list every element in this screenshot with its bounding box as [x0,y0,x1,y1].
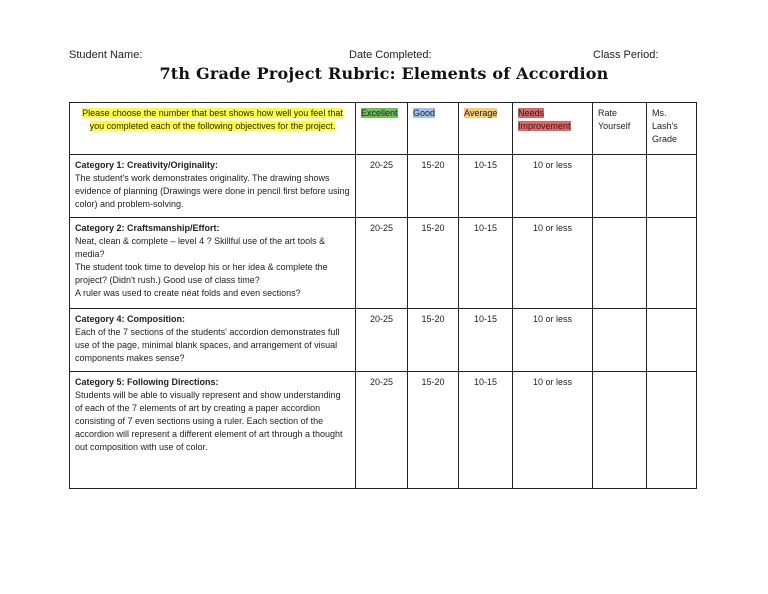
table-row [70,372,697,489]
instructions-text: Please choose the number that best shows how well you feel that you completed each of the following objectives for the project. [82,108,343,131]
score-needs-improvement: 10 or less [513,372,593,489]
category-title: Category 2: Craftsmanship/Effort: [75,223,220,233]
score-good: 15-20 [408,218,459,309]
table-row [70,309,697,372]
score-average: 10-15 [459,218,513,309]
teacher-grade-cell[interactable] [647,372,697,489]
class-period-label: Class Period: [593,49,659,61]
category-description: The student took time to develop his or her idea & complete the project? (Didn't rush.) Good use of class time? [75,262,328,285]
date-completed-label: Date Completed: [349,49,432,61]
student-name-label: Student Name: [69,49,143,61]
score-average: 10-15 [459,372,513,489]
rate-yourself-cell[interactable] [593,155,647,218]
column-header-average: Average [459,103,513,155]
score-excellent: 20-25 [356,372,408,489]
rate-yourself-cell[interactable] [593,218,647,309]
rubric-table [69,102,697,489]
score-excellent: 20-25 [356,155,408,218]
column-header-teacher-grade: Ms. Lash's Grade [647,103,697,155]
score-good: 15-20 [408,372,459,489]
score-good: 15-20 [408,155,459,218]
score-needs-improvement: 10 or less [513,155,593,218]
score-excellent: 20-25 [356,309,408,372]
column-header-good: Good [408,103,459,155]
category-cell [70,372,356,489]
category-title: Category 1: Creativity/Originality: [75,160,219,170]
column-header-rate-yourself: Rate Yourself [593,103,647,155]
category-description: Neat, clean & complete – level 4 ? Skillful use of the art tools & media? [75,236,326,259]
category-cell [70,218,356,309]
category-description: Each of the 7 sections of the students' accordion demonstrates full use of the page, minimal blank spaces, and arrangement of visual components makes sense? [75,327,340,363]
column-header-excellent: Excellent [356,103,408,155]
score-needs-improvement: 10 or less [513,218,593,309]
teacher-grade-cell[interactable] [647,218,697,309]
table-row [70,155,697,218]
column-header-needs-improvement: Needs Improvement [513,103,593,155]
score-average: 10-15 [459,155,513,218]
score-average: 10-15 [459,309,513,372]
page-title: 7th Grade Project Rubric: Elements of Accordion [159,64,609,83]
instructions-cell [70,103,356,155]
score-excellent: 20-25 [356,218,408,309]
table-row [70,218,697,309]
category-description: The student's work demonstrates originality. The drawing shows evidence of planning (Drawings were done in pencil first before using color) and problem-solving. [75,173,350,209]
category-title: Category 5: Following Directions: [75,377,219,387]
table-header-row [70,103,697,155]
category-description: A ruler was used to create neat folds and even sections? [75,288,301,298]
score-needs-improvement: 10 or less [513,309,593,372]
rate-yourself-cell[interactable] [593,372,647,489]
category-title: Category 4: Composition: [75,314,186,324]
score-good: 15-20 [408,309,459,372]
category-cell [70,309,356,372]
category-description: Students will be able to visually represent and show understanding of each of the 7 elements of art by creating a paper accordion consisting of 7 even sections using a ruler. Each section of the accordion will represent a different element of art through a thought out composition with use of color. [75,390,343,452]
category-cell [70,155,356,218]
rate-yourself-cell[interactable] [593,309,647,372]
teacher-grade-cell[interactable] [647,155,697,218]
teacher-grade-cell[interactable] [647,309,697,372]
